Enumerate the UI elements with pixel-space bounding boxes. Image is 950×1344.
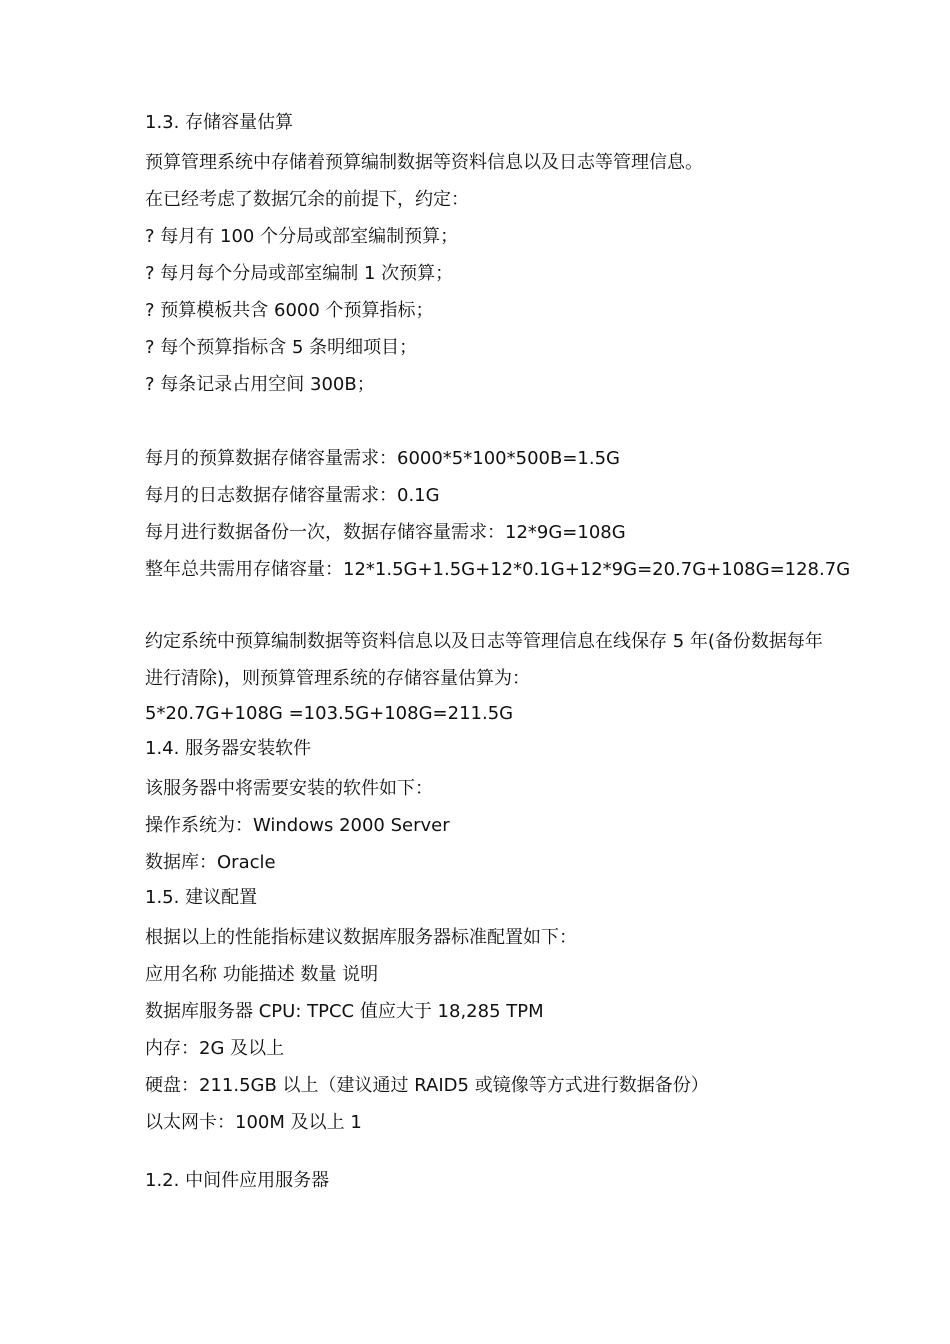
paragraph: 预算管理系统中存储着预算编制数据等资料信息以及日志等管理信息。 [145,152,703,173]
bullet-item: ? 每个预算指标含 5 条明细项目； [145,337,418,358]
section-heading-1-2: 1.2. 中间件应用服务器 [145,1170,330,1191]
section-heading-1-3: 1.3. 存储容量估算 [145,112,294,133]
config-line: 数据库服务器 CPU: TPCC 值应大于 18,285 TPM [145,1001,544,1022]
config-line: 内存：2G 及以上 [145,1038,285,1059]
section-heading-1-4: 1.4. 服务器安装软件 [145,738,312,759]
conclusion-line: 进行清除)，则预算管理系统的存储容量估算为： [145,668,531,689]
bullet-item: ? 每月有 100 个分局或部室编制预算； [145,226,459,247]
paragraph: 根据以上的性能指标建议数据库服务器标准配置如下： [145,927,577,948]
paragraph: 操作系统为：Windows 2000 Server [145,815,450,836]
conclusion-line: 5*20.7G+108G =103.5G+108G=211.5G [145,703,514,724]
paragraph: 在已经考虑了数据冗余的前提下，约定： [145,189,469,210]
config-header-line: 应用名称 功能描述 数量 说明 [145,964,379,985]
section-heading-1-5: 1.5. 建议配置 [145,887,258,908]
paragraph: 数据库：Oracle [145,852,276,873]
calc-line: 每月进行数据备份一次，数据存储容量需求：12*9G=108G [145,522,626,543]
calc-line: 每月的日志数据存储容量需求：0.1G [145,485,440,506]
config-line: 以太网卡：100M 及以上 1 [145,1112,362,1133]
bullet-item: ? 预算模板共含 6000 个预算指标； [145,300,434,321]
calc-line: 整年总共需用存储容量：12*1.5G+1.5G+12*0.1G+12*9G=20.7G+108G=128.7G [145,559,851,580]
config-line: 硬盘：211.5GB 以上（建议通过 RAID5 或镜像等方式进行数据备份） [145,1075,709,1096]
bullet-item: ? 每条记录占用空间 300B； [145,374,375,395]
calc-line: 每月的预算数据存储容量需求：6000*5*100*500B=1.5G [145,448,620,469]
bullet-item: ? 每月每个分局或部室编制 1 次预算； [145,263,454,284]
conclusion-line: 约定系统中预算编制数据等资料信息以及日志等管理信息在线保存 5 年(备份数据每年 [145,631,823,652]
paragraph: 该服务器中将需要安装的软件如下： [145,778,433,799]
